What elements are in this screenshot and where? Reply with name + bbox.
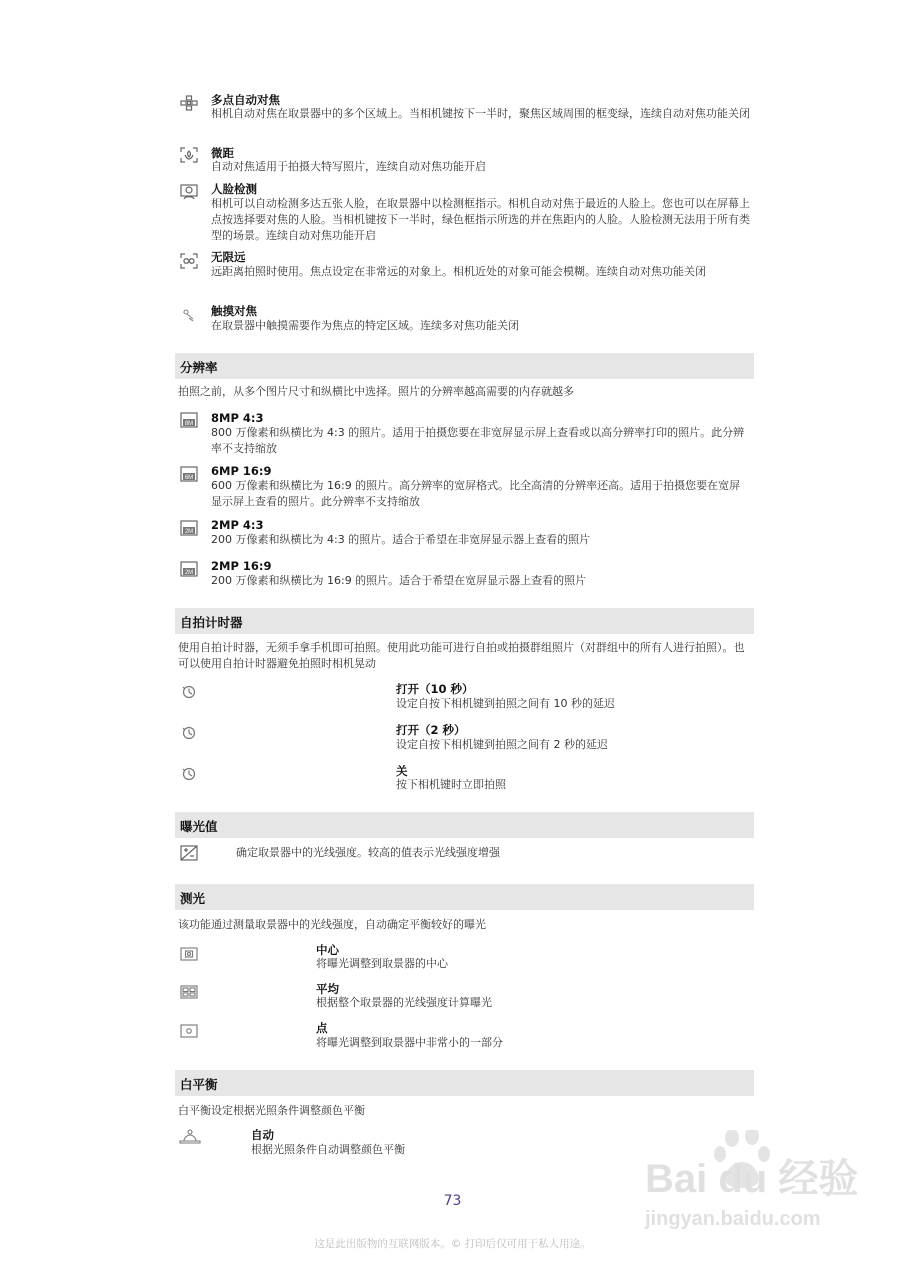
- self-timer-intro: 使用自拍计时器，无须手拿手机即可拍照。使用此功能可进行自拍或拍摄群组照片（对群组中的所有人进行拍照）。也可以使用自拍计时器避免拍照时相机晃动: [178, 641, 745, 670]
- multi-focus-icon: [180, 95, 198, 111]
- metering-item-desc: 将曝光调整到取景器的中心: [316, 957, 448, 970]
- focus-item-desc: 相机可以自动检测多达五张人脸，在取景器中以检测框指示。相机自动对焦于最近的人脸上。您也可以在屏幕上点按选择要对焦的人脸。当相机键按下一半时，绿色框指示所选的并在焦距内的人脸。人脸检测无法用于所有类型的场景。连续自动对焦功能开启: [211, 197, 750, 242]
- focus-item-title: 人脸检测: [211, 182, 257, 196]
- exposure-desc: 确定取景器中的光线强度。较高的值表示光线强度增强: [236, 846, 500, 859]
- focus-item-desc: 远距离拍照时使用。焦点设定在非常远的对象上。相机近处的对象可能会模糊。连续自动对焦功能关闭: [211, 265, 706, 278]
- white-balance-item-title: 自动: [251, 1128, 274, 1142]
- white-balance-intro: 白平衡设定根据光照条件调整颜色平衡: [178, 1104, 365, 1117]
- svg-text:jingyan.baidu.com: jingyan.baidu.com: [645, 1208, 821, 1230]
- resolution-item-title: 6MP 16:9: [211, 464, 272, 478]
- metering-item-title: 点: [316, 1021, 328, 1035]
- resolution-item-desc: 200 万像素和纵横比为 16:9 的照片。适合于希望在宽屏显示器上查看的照片: [211, 574, 587, 587]
- 2mp-169-icon: [180, 561, 198, 577]
- resolution-intro: 拍照之前，从多个图片尺寸和纵横比中选择。照片的分辨率越高需要的内存就越多: [178, 385, 574, 398]
- exposure-icon: [180, 845, 198, 861]
- spot-metering-icon: [180, 1023, 198, 1039]
- focus-item-title: 微距: [211, 146, 234, 160]
- timer-off-icon: [180, 766, 198, 782]
- infinity-icon: [180, 253, 198, 269]
- focus-item-desc: 在取景器中触摸需要作为焦点的特定区域。连续多对焦功能关闭: [211, 319, 519, 332]
- timer-2s-icon: [180, 725, 198, 741]
- copyright-footer: 这是此出版物的互联网版本。© 打印后仅可用于私人用途。: [314, 1238, 591, 1250]
- resolution-item-desc: 200 万像素和纵横比为 4:3 的照片。适合于希望在非宽屏显示器上查看的照片: [211, 533, 591, 546]
- svg-text:2M: 2M: [184, 529, 194, 535]
- macro-icon: [180, 147, 198, 163]
- self-timer-item-title: 关: [396, 764, 408, 778]
- self-timer-item-title: 打开（2 秒）: [396, 723, 466, 737]
- baidu-watermark: [640, 1130, 890, 1240]
- page-number: 73: [443, 1193, 462, 1209]
- focus-item-desc: 自动对焦适用于拍摄大特写照片，连续自动对焦功能开启: [211, 160, 486, 173]
- focus-item-desc: 相机自动对焦在取景器中的多个区域上。当相机键按下一半时，聚焦区域周围的框变绿，连续自动对焦功能关闭: [211, 107, 750, 120]
- 8mp-icon: [180, 412, 198, 428]
- metering-item-desc: 将曝光调整到取景器中非常小的一部分: [316, 1036, 503, 1049]
- self-timer-item-desc: 设定自按下相机键到拍照之间有 10 秒的延迟: [396, 697, 615, 710]
- center-metering-icon: [180, 946, 198, 962]
- metering-intro: 该功能通过测量取景器中的光线强度，自动确定平衡较好的曝光: [178, 918, 486, 931]
- resolution-item-title: 2MP 4:3: [211, 518, 264, 532]
- resolution-item-desc: 800 万像素和纵横比为 4:3 的照片。适用于拍摄您要在非宽屏显示屏上查看或以高分辨率打印的照片。此分辨率不支持缩放: [211, 426, 745, 455]
- section-header-metering: 测光: [175, 884, 754, 910]
- white-balance-item-desc: 根据光照条件自动调整颜色平衡: [251, 1143, 405, 1156]
- 2mp-43-icon: [180, 520, 198, 536]
- section-header-self-timer: 自拍计时器: [175, 608, 754, 634]
- metering-item-title: 中心: [316, 943, 339, 957]
- resolution-item-title: 2MP 16:9: [211, 559, 272, 573]
- focus-item-title: 无限远: [211, 250, 246, 264]
- focus-item-title: 多点自动对焦: [211, 93, 280, 107]
- svg-text:6M: 6M: [184, 475, 194, 481]
- section-header-exposure: 曝光值: [175, 812, 754, 838]
- self-timer-item-desc: 按下相机键时立即拍照: [396, 778, 506, 791]
- svg-text:8M: 8M: [184, 421, 194, 427]
- face-detection-icon: [180, 184, 198, 200]
- metering-item-desc: 根据整个取景器的光线强度计算曝光: [316, 996, 492, 1009]
- resolution-item-desc: 600 万像素和纵横比为 16:9 的照片。高分辨率的宽屏格式。比全高清的分辨率还高。适用于拍摄您要在宽屏显示屏上查看的照片。此分辨率不支持缩放: [211, 479, 741, 508]
- resolution-item-title: 8MP 4:3: [211, 411, 264, 425]
- timer-10s-icon: [180, 684, 198, 700]
- 6mp-icon: [180, 466, 198, 482]
- section-header-white-balance: 白平衡: [175, 1070, 754, 1096]
- self-timer-item-desc: 设定自按下相机键到拍照之间有 2 秒的延迟: [396, 738, 608, 751]
- average-metering-icon: [180, 984, 198, 1000]
- svg-text:Bai du 经验: Bai du 经验: [645, 1157, 859, 1201]
- focus-item-title: 触摸对焦: [211, 304, 257, 318]
- section-header-resolution: 分辨率: [175, 353, 754, 379]
- svg-text:2M: 2M: [184, 570, 194, 576]
- self-timer-item-title: 打开（10 秒）: [396, 682, 474, 696]
- wb-auto-icon: [178, 1128, 202, 1144]
- metering-item-title: 平均: [316, 982, 339, 996]
- touch-focus-icon: [180, 307, 198, 323]
